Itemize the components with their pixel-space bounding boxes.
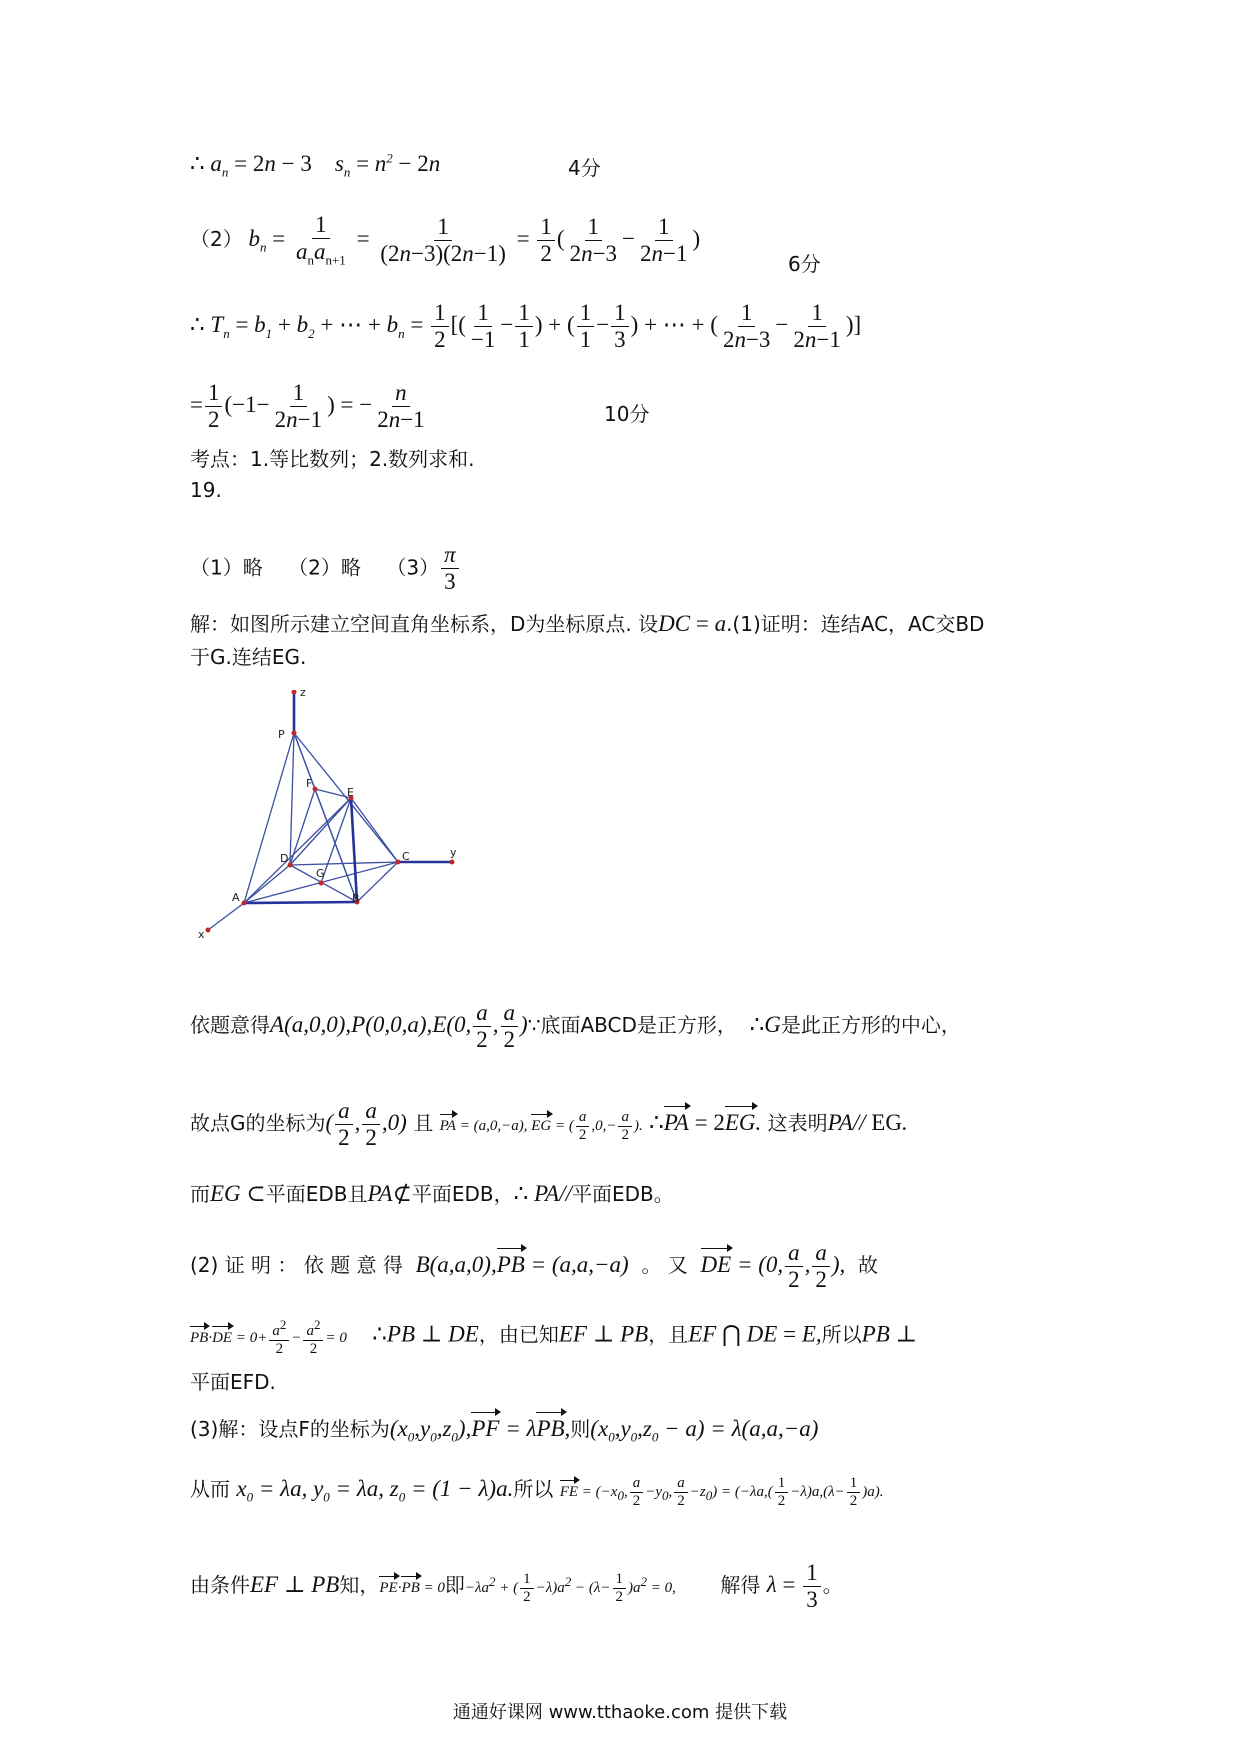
line-bn: （2） $b_n$ = $\frac{1}{a_na_{n+1}}$ = $\frac{1}{(2n-3)(2n-1)}$ = $\frac{1}{2}$ ( $\frac{1}{2n-3}$ − $\frac{1}{2n-1}$ ) <box>190 212 701 269</box>
label-G: G <box>316 867 325 880</box>
solution-intro: 解：如图所示建立空间直角坐标系，D为坐标原点. 设DC = a.(1)证明：连结AC，AC交BD <box>190 611 985 636</box>
label-F: F <box>306 777 313 790</box>
line-condition: 由条件EF ⊥ PB知，PE·PB = 0即$-\lambda a^2$ + ( $\frac{1}{2}$ $-\lambda)a^2 - (\lambda-$ $\frac{1}{2}$ )$a^2 = 0$, 解得 λ = $\frac{1}{3}$ 。 <box>190 1560 843 1613</box>
line-part2-end: 平面EFD. <box>190 1370 276 1394</box>
question-19: 19. <box>190 478 222 502</box>
score-6: 6分 <box>788 252 821 276</box>
coordinate-diagram <box>190 690 470 950</box>
line-part3: (3)解：设点F的坐标为$(x_0,y_0,z_0),PF = \lambda PB$,则$(x_0,y_0,z_0 - a) = \lambda(a,a,-a)$ <box>190 1416 819 1445</box>
label-D: D <box>280 852 289 865</box>
score-10: 10分 <box>604 402 650 426</box>
line-an-sn: ∴ $a_n = 2n - 3$ $s_n = n^2 - 2n$ <box>190 150 441 180</box>
line-parallel: 而EG ⊂平面EDB且PA⊄平面EDB，∴ PA//平面EDB。 <box>190 1181 674 1206</box>
label-x: x <box>198 928 205 941</box>
label-z: z <box>300 690 306 699</box>
kaodian: 考点：1.等比数列；2.数列求和. <box>190 447 475 471</box>
line-from: 从而 $x_0 = \lambda a$, $y_0 = \lambda a$, $z_0 = (1 - \lambda)a$.所以 FE = ($-x_0$, $\frac{a}{2}$ $-y_0$, $\frac{a}{2}$ $-z_0) = (-\lambda a$,( $\frac{1}{2}$ −λ)a,(λ− $\frac{1}{2}$ )a). <box>190 1475 884 1510</box>
label-C: C <box>402 850 410 863</box>
line-tn-result: = $\frac{1}{2}$ (−1− $\frac{1}{2n-1}$ ) = − $\frac{n}{2n-1}$ <box>190 380 425 433</box>
label-B: B <box>352 892 360 905</box>
label-y: y <box>450 846 457 859</box>
label-E: E <box>347 786 354 799</box>
line-part2: (2) 证 明 ： 依 题 意 得 B(a,a,0),PB = (a,a,−a) 。 又 DE = (0, $\frac{a}{2}$ , $\frac{a}{2}$ ), 故 <box>190 1240 879 1293</box>
line-part2-dot: PB·DE = 0+ $\frac{a^2}{2}$ − $\frac{a^2}{2}$ = 0 ∴PB ⊥ DE，由已知EF ⊥ PB，且EF ⋂ DE = E,所以PB ⊥ <box>190 1317 918 1358</box>
line-coordinates: 依题意得A(a,0,0),P(0,0,a),E(0, $\frac{a}{2}$ , $\frac{a}{2}$ )∵底面ABCD是正方形， ∴G是此正方形的中心， <box>190 1000 961 1053</box>
label-P: P <box>278 728 285 741</box>
solution-intro-2: 于G.连结EG. <box>190 645 307 669</box>
answers-summary: （1）略 （2）略 （3） $\frac{\pi}{3}$ <box>190 542 461 596</box>
line-tn: ∴ $T_n = b_1 + b_2$ + ⋯ + $b_n$ = $\frac{1}{2}$ [( $\frac{1}{-1}$ − $\frac{1}{1}$ ) + ( $\frac{1}{1}$ − $\frac{1}{3}$ ) + ⋯ + ( $\frac{1}{2n-3}$ − $\frac{1}{2n-1}$ )] <box>190 300 862 353</box>
line-g-coordinates: 故点G的坐标为( $\frac{a}{2}$ , $\frac{a}{2}$ ,0) 且 PA = (a,0,−a), EG = ( $\frac{a}{2}$ ,0,− $\frac{a}{2}$ ). ∴PA = 2EG. 这表明PA// EG. <box>190 1098 908 1151</box>
score-4: 4分 <box>568 156 601 180</box>
footer: 通通好课网 www.tthaoke.com 提供下载 <box>452 1702 788 1723</box>
label-A: A <box>232 891 240 904</box>
